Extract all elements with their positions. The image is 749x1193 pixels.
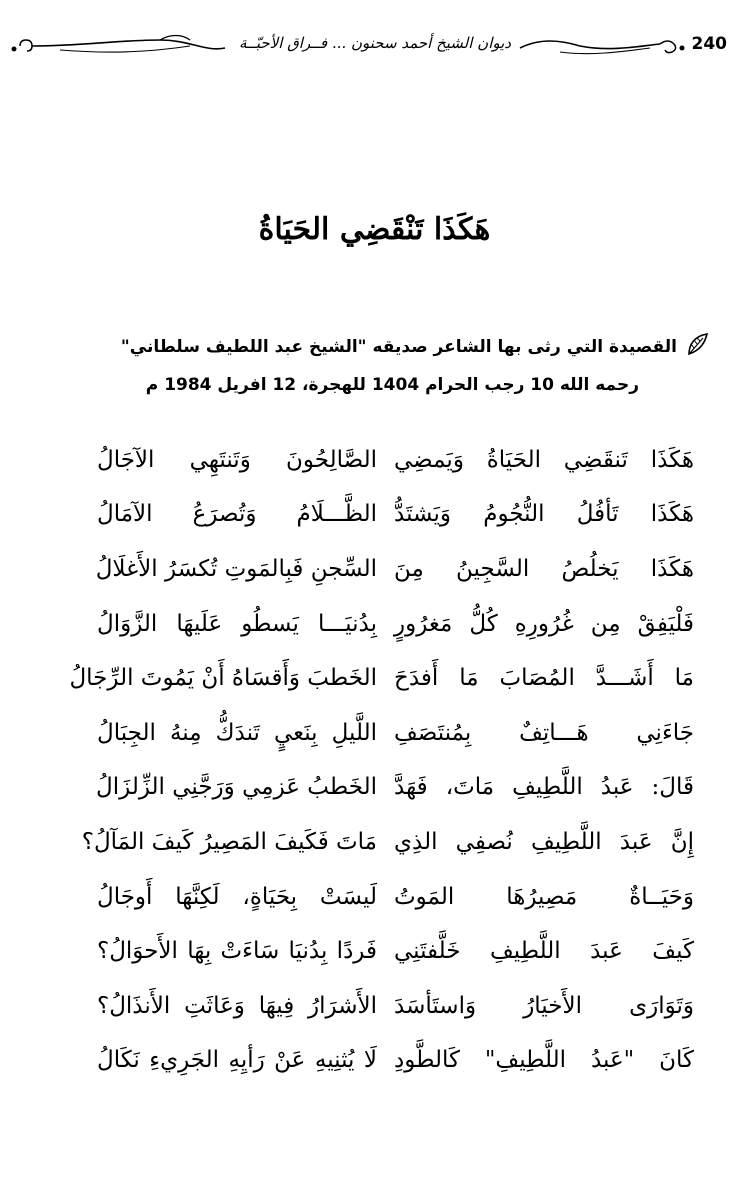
verse-7 xyxy=(0,767,749,807)
verse-sadr: هَكَذَا تَأفُلُ النُّجُومُ وَيَشتَدُّ xyxy=(394,501,694,527)
verse-sadr: فَلْيَفِقْ مِن غُرُورِهِ كُلُّ مَغرُورٍ xyxy=(394,611,694,637)
intro-note xyxy=(31,330,711,402)
verse-ajuz: لَا يُثنِيهِ عَنْ رَأيِهِ الجَرِيءِ نَكَالُ xyxy=(97,1047,377,1073)
verse-sadr: هَكَذَا يَخلُصُ السَّجِينُ مِنَ xyxy=(394,556,694,582)
verse-ajuz: مَاتَ فَكَيفَ المَصِيرُ كَيفَ المَآلُ؟ xyxy=(81,829,377,855)
intro-line-1 xyxy=(31,330,711,368)
verse-11 xyxy=(0,986,749,1026)
verse-sadr: كَيفَ عَبدَ اللَّطِيفِ خَلَّفتَنِي xyxy=(394,938,694,964)
intro-line-2: رحمه الله 10 رجب الحرام 1404 للهجرة، 12 افريل 1984 م xyxy=(145,375,639,395)
verse-sadr: كَانَ "عَبدُ اللَّطِيفِ" كَالطَّودِ xyxy=(394,1047,694,1073)
running-header-title: ديوان الشيخ أحمد سحنون ... فــراق الأحبّــة xyxy=(239,34,511,52)
leaf-ornament-icon xyxy=(685,332,711,368)
verse-2 xyxy=(0,494,749,534)
verse-ajuz: لَيسَتْ بِحَيَاةٍ، لَكِنَّهَا أَوجَالُ xyxy=(97,884,377,910)
poem-title: هَكَذَا تَنْقَضِي الحَيَاةُ xyxy=(258,212,491,247)
verse-sadr: وَتَوَارَى الأَخيَارُ وَاستَأسَدَ xyxy=(394,993,694,1019)
verse-5 xyxy=(0,658,749,698)
verse-ajuz: بِدُنيَـــا يَسطُو عَلَيهَا الزَّوَالُ xyxy=(97,611,377,637)
verse-ajuz: الخَطبُ عَزمِي وَرَجَّنِي الزِّلزَالُ xyxy=(96,774,377,800)
verse-10 xyxy=(0,931,749,971)
verse-sadr: وَحَيَــاةٌ مَصِيرُهَا المَوتُ xyxy=(394,884,694,910)
verse-8 xyxy=(0,822,749,862)
verse-sadr: قَالَ: عَبدُ اللَّطِيفِ مَاتَ، فَهَدَّ xyxy=(394,774,694,800)
verse-ajuz: اللَّيلِ بِنَعيٍ تَندَكُّ مِنهُ الجِبَالُ xyxy=(97,720,377,746)
verse-ajuz: السِّجنِ فَبِالمَوتِ تُكسَرُ الأَغلَالُ xyxy=(95,556,377,582)
verse-sadr: جَاءَنِي هَـــاتِفٌ بِمُنتَصَفِ xyxy=(394,720,694,746)
verse-sadr: إِنَّ عَبدَ اللَّطِيفِ نُصفِي الذِي xyxy=(394,829,694,855)
verse-sadr: هَكَذَا تَنقَضِي الحَيَاةُ وَيَمضِي xyxy=(394,447,694,473)
verse-4 xyxy=(0,604,749,644)
intro-text-1: القصيدة التي رثى بها الشاعر صديقه "الشيخ عبد اللطيف سلطاني" xyxy=(120,337,677,357)
page-number: 240 xyxy=(691,34,727,54)
verse-sadr: مَا أَشَـــدَّ المُصَابَ مَا أَفدَحَ xyxy=(394,665,694,691)
verse-ajuz: الصَّالِحُونَ وَتَنتَهِي الآجَالُ xyxy=(97,447,377,473)
verse-9 xyxy=(0,877,749,917)
verse-ajuz: الخَطبَ وَأَقسَاهُ أَنْ يَمُوتَ الرِّجَالُ xyxy=(69,665,377,691)
verse-3 xyxy=(0,549,749,589)
verse-1 xyxy=(0,440,749,480)
verse-ajuz: الظَّـــلَامُ وَتُصرَعُ الآمَالُ xyxy=(97,501,377,527)
running-header xyxy=(0,0,749,80)
verse-ajuz: الأَشرَارُ فِيهَا وَعَاثَتِ الأَنذَالُ؟ xyxy=(97,993,377,1019)
verse-6 xyxy=(0,713,749,753)
verse-12 xyxy=(0,1040,749,1080)
verse-ajuz: فَردًا بِدُنيَا سَاءَتْ بِهَا الأَحوَالُ؟ xyxy=(97,938,377,964)
